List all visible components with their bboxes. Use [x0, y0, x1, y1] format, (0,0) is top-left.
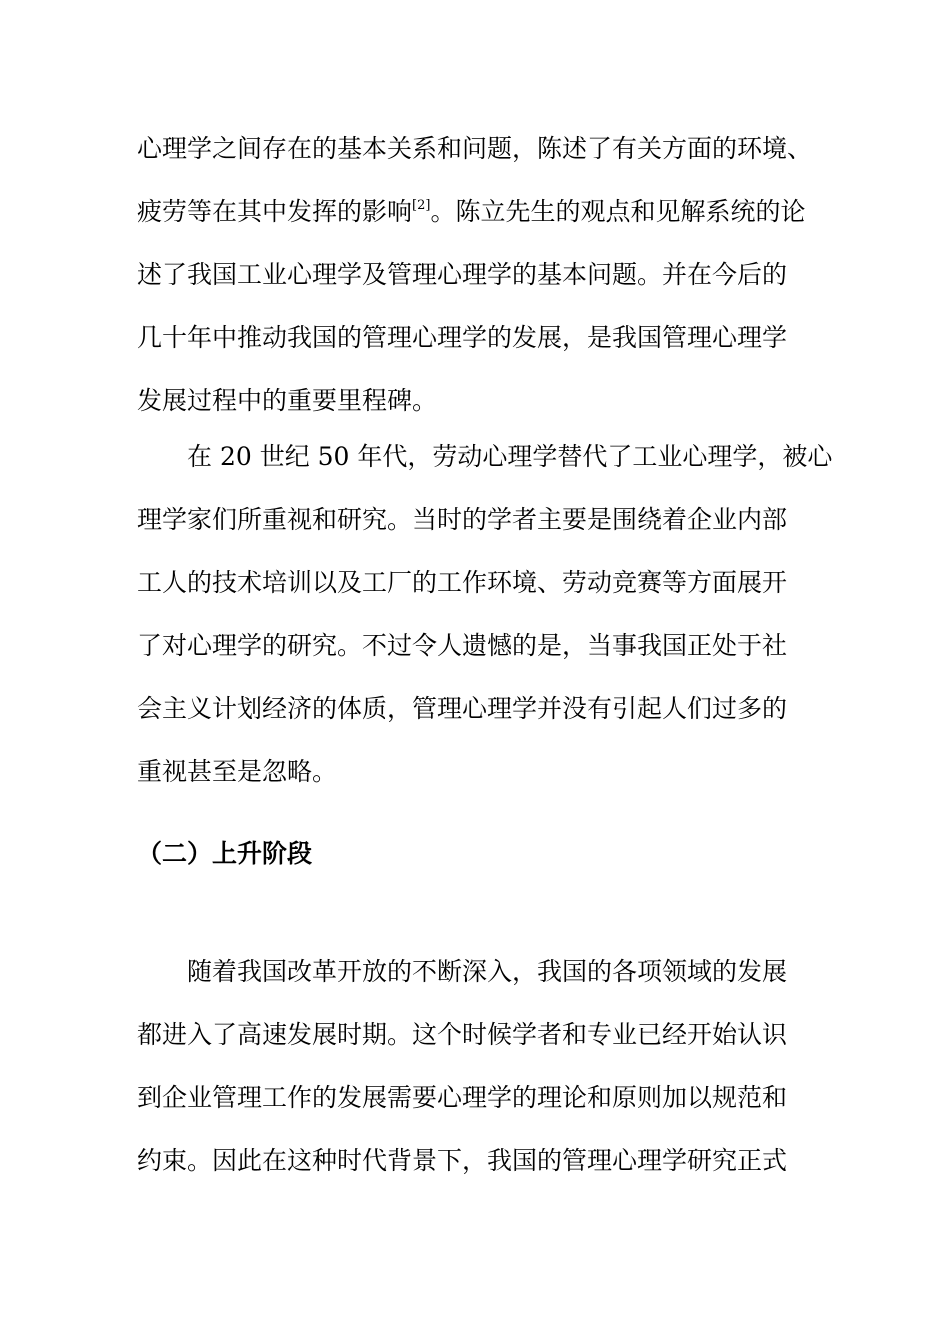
paragraph-3-line-4: 约束。因此在这种时代背景下，我国的管理心理学研究正式: [137, 1146, 788, 1175]
paragraph-3-line-1: 随着我国改革开放的不断深入，我国的各项领域的发展: [187, 957, 788, 986]
section-heading: （二）上升阶段: [137, 839, 313, 868]
paragraph-1-line-3: 述了我国工业心理学及管理心理学的基本问题。并在今后的: [137, 260, 788, 289]
paragraph-3-line-3: 到企业管理工作的发展需要心理学的理论和原则加以规范和: [137, 1083, 788, 1112]
paragraph-2-line-1: 在 20 世纪 50 年代，劳动心理学替代了工业心理学，被心: [187, 442, 833, 471]
paragraph-1-line-2-text: 疲劳等在其中发挥的影响: [137, 197, 413, 226]
paragraph-2-line-6: 重视甚至是忽略。: [137, 757, 338, 786]
paragraph-2-line-2: 理学家们所重视和研究。当时的学者主要是围绕着企业内部: [137, 505, 788, 534]
paragraph-3-line-2: 都进入了高速发展时期。这个时候学者和专业已经开始认识: [137, 1020, 788, 1049]
paragraph-2-line-5: 会主义计划经济的体质，管理心理学并没有引起人们过多的: [137, 694, 788, 723]
paragraph-2-line-3: 工人的技术培训以及工厂的工作环境、劳动竞赛等方面展开: [137, 568, 788, 597]
paragraph-1-line-2: [137, 196, 805, 228]
paragraph-1-line-5: 发展过程中的重要里程碑。: [137, 386, 438, 415]
paragraph-1-line-2-text-after: 。陈立先生的观点和见解系统的论: [430, 197, 806, 226]
paragraph-1-line-4: 几十年中推动我国的管理心理学的发展，是我国管理心理学: [137, 323, 788, 352]
paragraph-2-line-4: 了对心理学的研究。不过令人遗憾的是，当事我国正处于社: [137, 631, 788, 660]
paragraph-1-line-1: 心理学之间存在的基本关系和问题，陈述了有关方面的环境、: [137, 134, 813, 163]
citation-reference: [2]: [412, 198, 431, 213]
